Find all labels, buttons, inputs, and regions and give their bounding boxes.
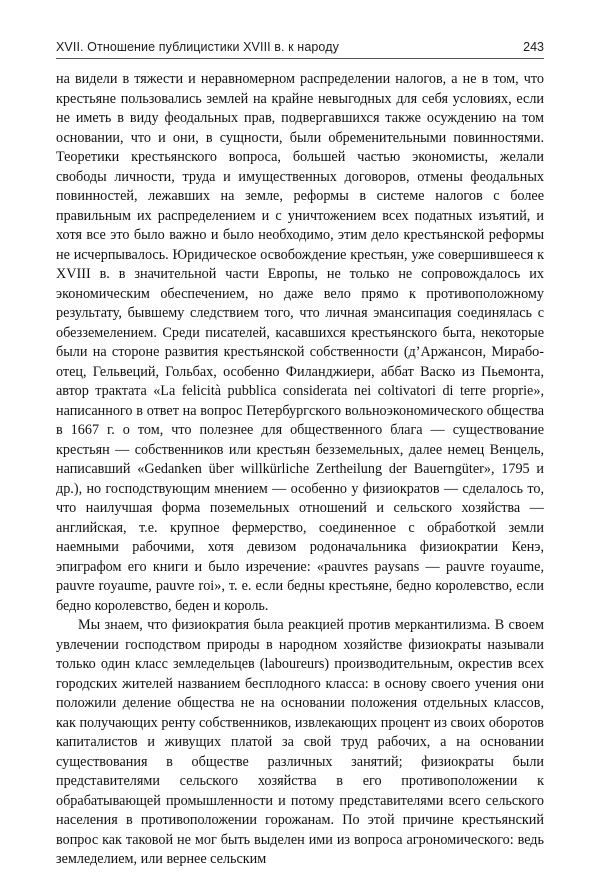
paragraph: на видели в тяжести и неравномерном распределении налогов, а не в том, что крестьяне пользовались землей на крайне невыгодных для себя условиях, если не иметь в виду феодальных прав, подвергавшихся также осуждению на том основании, что и они, в сущности, были обременительными повинностями. Теоретики крестьянского вопроса, большей частью экономисты, желали свободы личности, труда и имущественных договоров, отмены феодальных повинностей, лежавших на земле, реформы в системе налогов с более правильным их распределением и с уничтожением всех податных изъятий, и хотя все это было важно и было необходимо, этим дело крестьянской реформы не исчерпывалось. Юридическое освобождение крестьян, уже совершившееся к XVIII в. в значительной части Европы, не только не сопровождалось их экономическим обеспечением, но даже вело прямо к противоположному результату, бывшему следствием того, что личная эмансипация соединялась с обезземелением. Среди писателей, касавшихся крестьянского быта, некоторые были на стороне развития крестьянской собственности (д’Аржансон, Мирабо-отец, Гельвеций, Гольбах, особенно Филанджиери, аббат Васко из Пьемонта, автор трактата «La felicità pubblica considerata nei coltivatori di terre proprie», написанного в ответ на вопрос Петербургского вольноэкономического общества в 1667 г. о том, что полезнее для общественного блага — существование крестьян — собственников или крестьян безземельных, далее немец Венцель, написавший «Gedanken über willkürliche Zertheilung der Bauerngüter», 1795 и др.), но господствующим мнением — особенно у физиократов — сделалось то, что наилучшая форма поземельных отношений и сельского хозяйства — английская, т.е. крупное фермерство, соединенное с обработкой земли наемными рабочими, хотя девизом родоначальника физиократии Кенэ, эпиграфом его книги и было изречение: «pauvres paysans — pauvre royaume, pauvre royaume, pauvre roi», т. е. если бедны крестьяне, бедно королевство, если бедно королевство, беден и король. xyxy=(56,71,544,614)
book-page xyxy=(56,36,544,870)
header-rule xyxy=(56,58,544,59)
body-text xyxy=(56,70,544,870)
paragraph: Мы знаем, что физиократия была реакцией против меркантилизма. В своем увлечении господством природы в народном хозяйстве физиократы называли только один класс земледельцев (laboureurs) производительным, окрестив всех городских жителей названием бесплодного класса: в основу своего учения они положили деление общества не на основании положения отдельных классов, как получающих ренту собственников, извлекающих процент из своих оборотов капиталистов и живущих платой за свой труд рабочих, а на основании существования в обществе различных занятий; физиократы были представителями сельского хозяйства в его противоположении к обрабатывающей промышленности и потому представителями всего сельского населения в противоположении горожанам. По этой причине крестьянский вопрос как таковой не мог быть выделен ими из вопроса агрономического: ведь земледелием, или вернее сельским xyxy=(56,617,544,867)
running-header xyxy=(56,36,544,60)
chapter-title: XVII. Отношение публицистики XVIII в. к народу xyxy=(56,40,339,54)
page-number: 243 xyxy=(523,40,544,54)
